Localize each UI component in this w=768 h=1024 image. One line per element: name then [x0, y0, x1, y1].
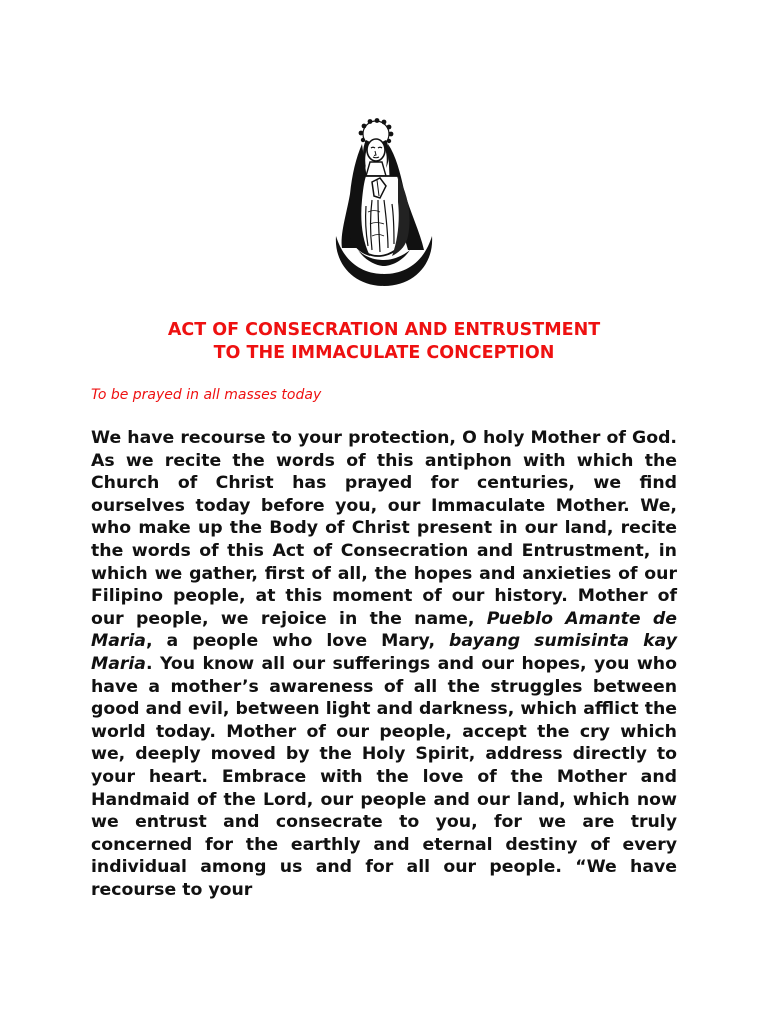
prayer-text-part-2: , a people who love Mary, [145, 631, 450, 652]
prayer-text-part-3: . You know all our sufferings and our hopes, you who have a mother’s awareness of all the struggles between good and evil, between light and darkness, which afflict the world today. Mother of our people, accept the cry which we, deeply moved by the Holy Spirit, address directly to your heart. Embrace with the love of the Mother and Handmaid of the Lord, our people and our land, which now we entrust and consecrate to you, for we are truly concerned for the earthly and eternal destiny of every individual among us and for all our people. “We have recourse to your [91, 653, 677, 900]
title-line-2: TO THE IMMACULATE CONCEPTION [213, 343, 555, 363]
prayer-text-part-1: We have recourse to your protection, O holy Mother of God. As we recite the words of this antiphon with which the Church of Christ has prayed for centuries, we find ourselves today before you, our Immaculate Mother. We, who make up the Body of Christ present in our land, recite the words of this Act of Consecration and Entrustment, in which we gather, first of all, the hopes and anxieties of our Filipino people, at this moment of our history. Mother of our people, we rejoice in the name, [91, 428, 677, 629]
prayer-text-italic-2: bayang sumisinta kay Maria [91, 631, 677, 674]
immaculate-conception-icon [328, 116, 440, 292]
prayer-text-italic-1: Pueblo Amante de Maria [91, 608, 677, 652]
prayer-body [91, 427, 677, 901]
document-subtitle: To be prayed in all masses today [91, 387, 322, 403]
title-line-1: ACT OF CONSECRATION AND ENTRUSTMENT [167, 320, 601, 340]
document-title [0, 319, 768, 365]
